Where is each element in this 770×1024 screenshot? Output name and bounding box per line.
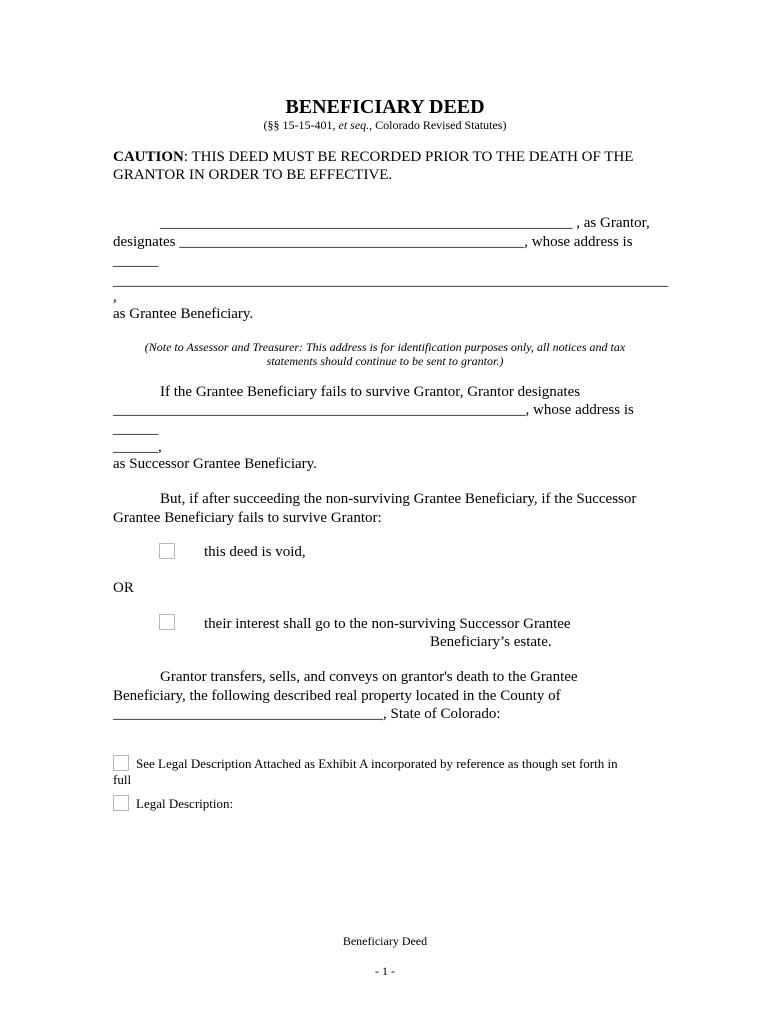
caution-label: CAUTION: [113, 149, 184, 165]
successor-intro: If the Grantee Beneficiary fails to survive Grantor, Grantor designates: [160, 384, 581, 400]
successor-name-blank[interactable]: _______________________________________________________: [113, 402, 526, 418]
contingency-line-1: But, if after succeeding the non-surviving Grantee Beneficiary, if the Successor: [160, 491, 637, 507]
deed-void-label: this deed is void,: [204, 544, 306, 560]
or-separator: OR: [113, 580, 134, 596]
as-grantor-text: , as Grantor,: [572, 215, 650, 231]
state-of-colorado: , State of Colorado:: [383, 706, 501, 722]
caution-line-2: GRANTOR IN ORDER TO BE EFFECTIVE.: [113, 167, 393, 183]
successor-whose-address: , whose address is: [525, 402, 634, 418]
address-comma: ,: [113, 289, 117, 305]
designates-line: [113, 233, 633, 251]
legal-description-checkbox[interactable]: [113, 795, 129, 811]
contingency-line-2: Grantee Beneficiary fails to survive Grantor:: [113, 510, 382, 526]
page-number: - 1 -: [375, 964, 395, 978]
caution-line-1: [113, 148, 633, 166]
exhibit-a-label-2: full: [113, 772, 132, 787]
successor-name-line: [113, 401, 634, 419]
document-title: BENEFICIARY DEED: [285, 96, 485, 118]
county-line: [113, 705, 500, 723]
successor-address-blank-2[interactable]: ______,: [113, 439, 162, 455]
beneficiary-address-short-blank[interactable]: ______: [113, 253, 158, 269]
exhibit-a-label-1: See Legal Description Attached as Exhibit A incorporated by reference as though set forth in: [136, 756, 618, 771]
assessor-note-line-2: statements should continue to be sent to grantor.): [266, 354, 504, 368]
statute-reference: [0, 118, 770, 133]
assessor-note-line-1: (Note to Assessor and Treasurer: This address is for identification purposes only, all notices and tax: [144, 340, 626, 354]
beneficiary-address-long-blank[interactable]: __________________________________________________________________________: [113, 273, 668, 289]
statute-et-seq: et seq.: [338, 118, 370, 132]
successor-estate-label-2: Beneficiary’s estate.: [430, 634, 552, 650]
successor-estate-label-1: their interest shall go to the non-surviving Successor Grantee: [204, 616, 571, 632]
footer-title: Beneficiary Deed: [342, 934, 428, 948]
as-successor-beneficiary: as Successor Grantee Beneficiary.: [113, 456, 317, 472]
transfer-line-2: Beneficiary, the following described real property located in the County of: [113, 688, 561, 704]
grantor-name-blank[interactable]: _______________________________________________________: [160, 215, 573, 231]
legal-description-label: Legal Description:: [136, 796, 234, 811]
designates-text: designates: [113, 234, 180, 250]
transfer-line-1: Grantor transfers, sells, and conveys on grantor's death to the Grantee: [160, 669, 578, 685]
caution-text: : THIS DEED MUST BE RECORDED PRIOR TO THE DEATH OF THE: [183, 149, 634, 165]
grantor-line: [160, 214, 650, 232]
county-blank[interactable]: ____________________________________: [113, 706, 383, 722]
whose-address-text: , whose address is: [524, 234, 633, 250]
as-grantee-beneficiary: as Grantee Beneficiary.: [113, 306, 254, 322]
successor-estate-checkbox[interactable]: [159, 614, 175, 630]
successor-address-blank-1[interactable]: ______: [113, 421, 158, 437]
statute-suffix: , Colorado Revised Statutes): [369, 118, 507, 132]
exhibit-a-checkbox[interactable]: [113, 755, 129, 771]
beneficiary-name-blank[interactable]: ______________________________________________: [179, 234, 525, 250]
statute-prefix: (§§ 15-15-401,: [263, 118, 339, 132]
deed-void-checkbox[interactable]: [159, 543, 175, 559]
